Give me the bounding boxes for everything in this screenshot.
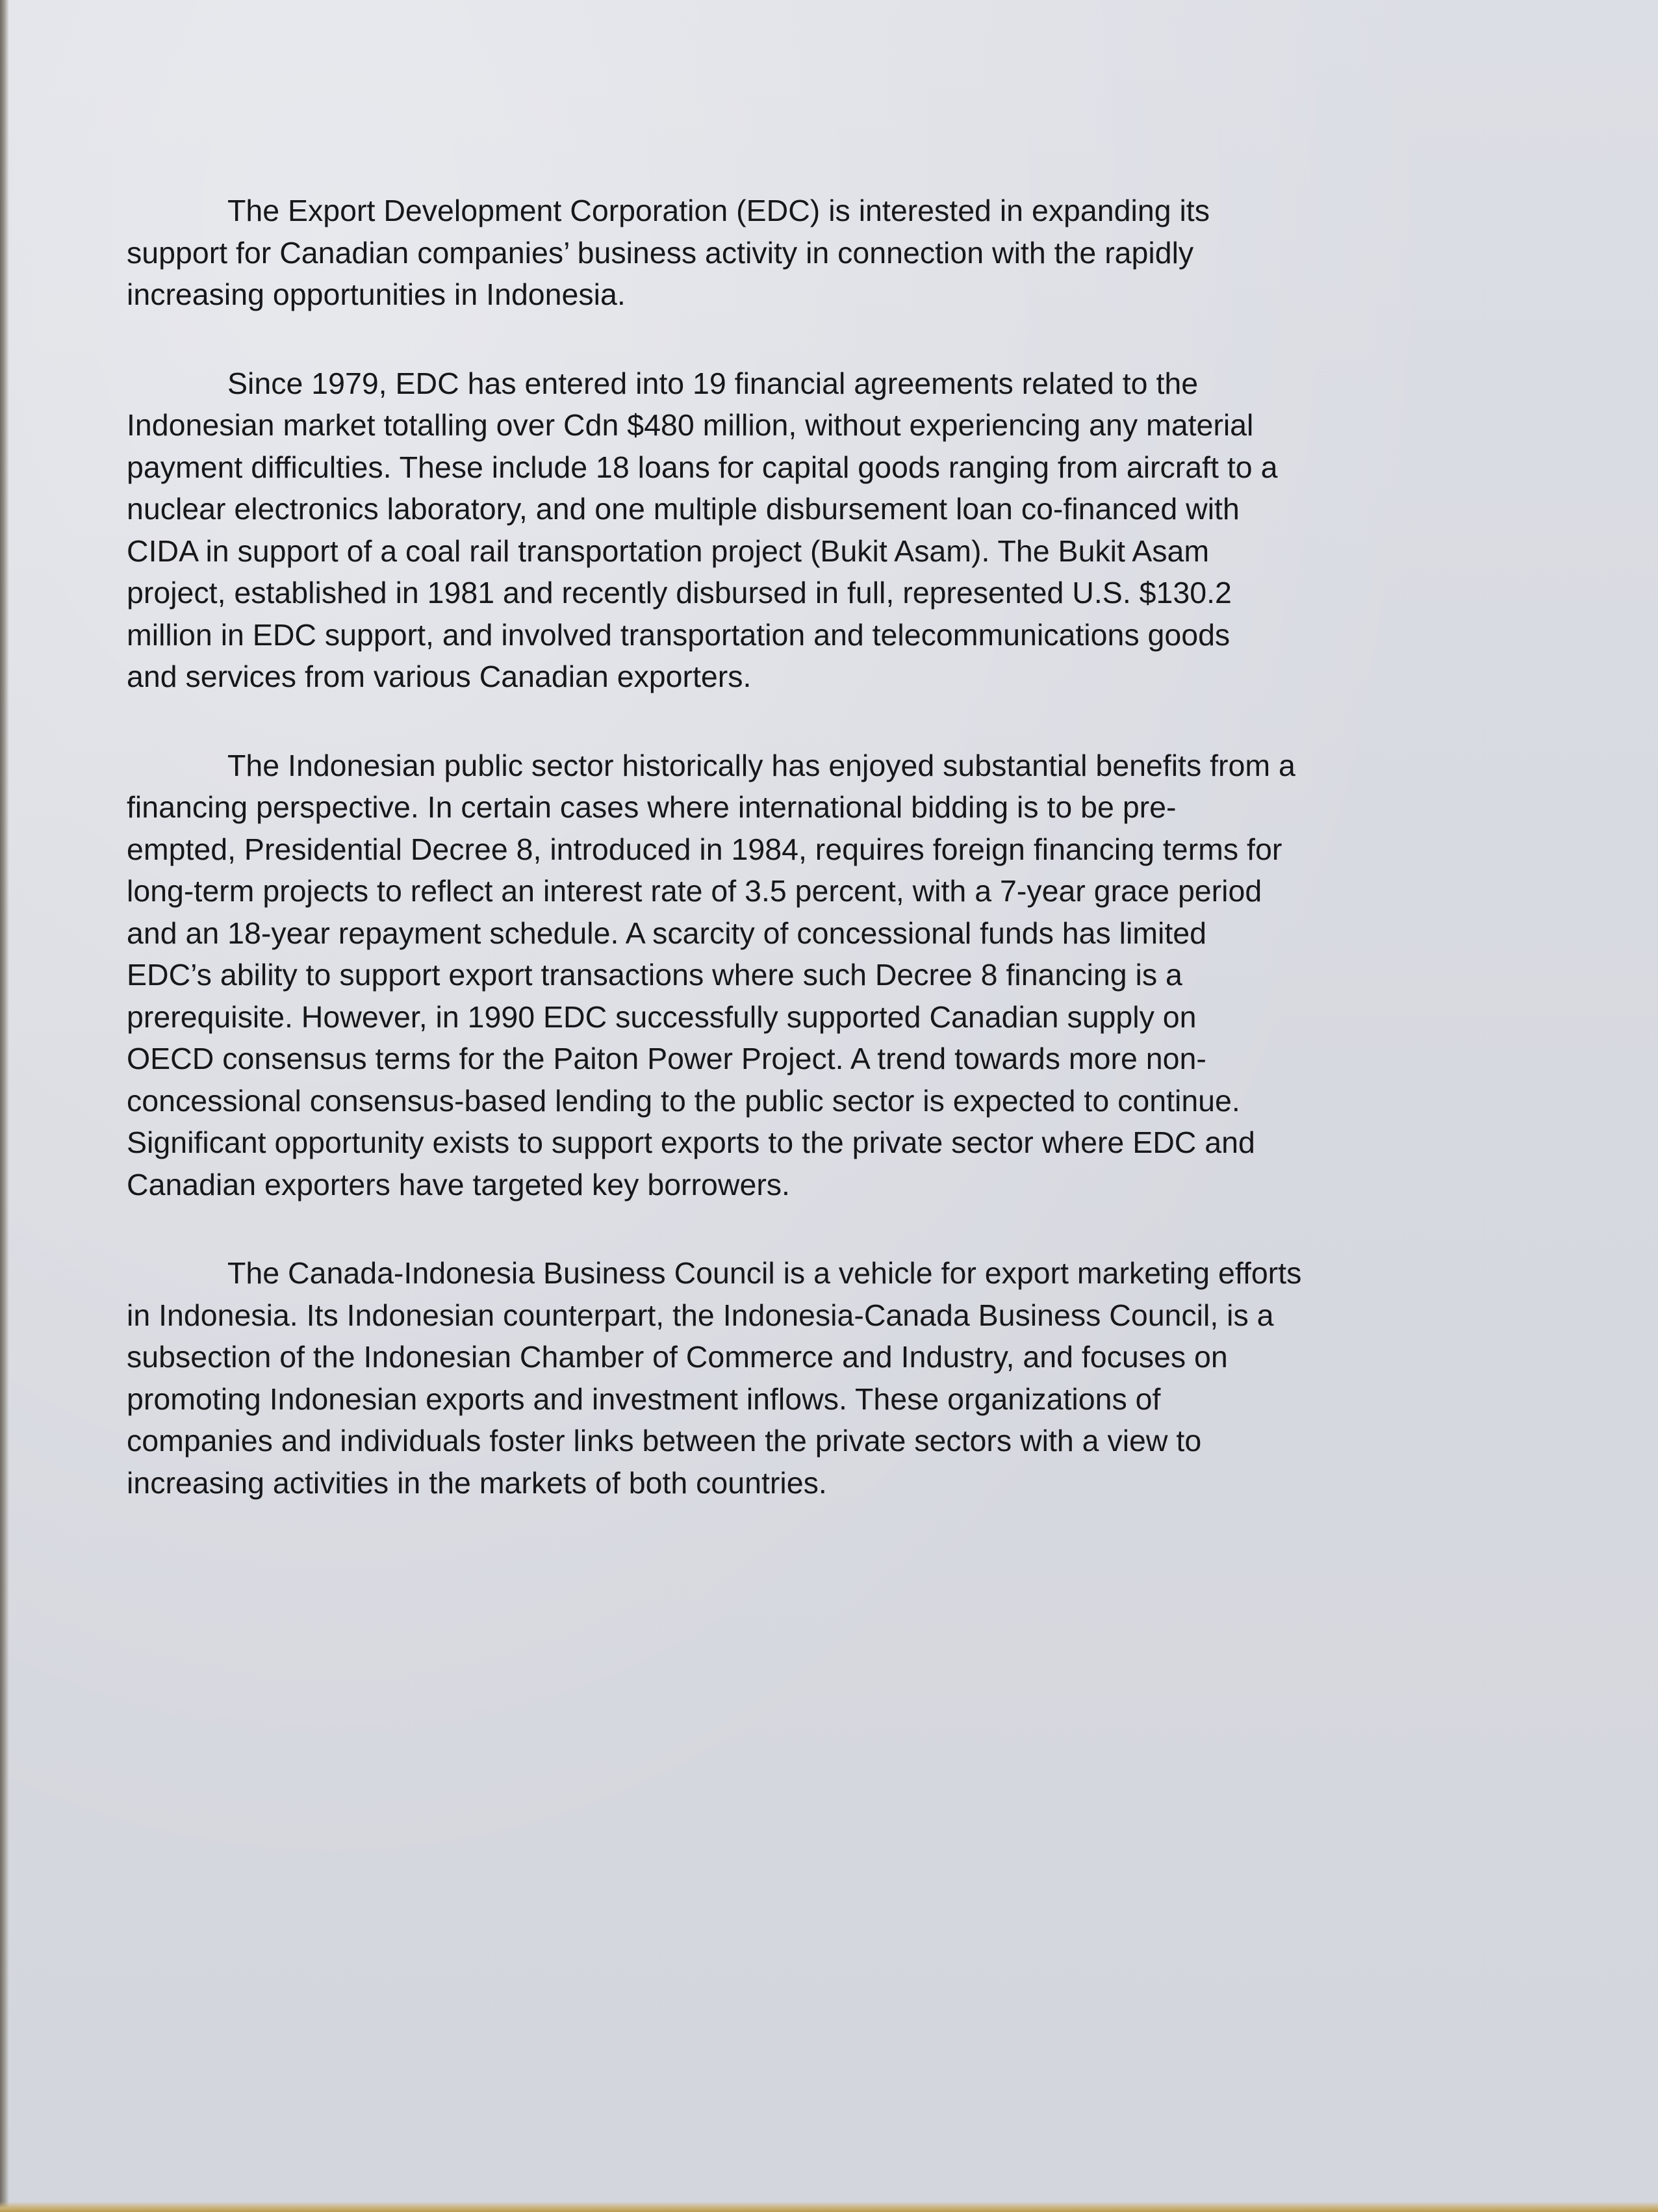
- paragraph-financial-agreements: Since 1979, EDC has entered into 19 financial agreements related to the Indonesian market totalling over Cdn $480 million, without experiencing any material payment difficulties. These include 18 loans for capital goods ranging from aircraft to a nuclear electronics laboratory, and one multiple disbursement loan co-financed with CIDA in support of a coal rail transportation project (Bukit Asam). The Bukit Asam project, established in 1981 and recently disbursed in full, represented U.S. $130.2 million in EDC support, and involved transportation and telecommunications goods and services from various Canadian exporters.: [127, 366, 1278, 693]
- body-text: [127, 190, 1485, 1504]
- paragraph-public-sector: The Indonesian public sector historically has enjoyed substantial benefits from a financing perspective. In certain cases where international bidding is to be pre- empted, Presidential Decree 8, introduced in 1984, requires foreign financing terms for long-term projects to reflect an interest rate of 3.5 percent, with a 7-year grace period and an 18-year repayment schedule. A scarcity of concessional funds has limited EDC’s ability to support export transactions where such Decree 8 financing is a prerequisite. However, in 1990 EDC successfully supported Canadian supply on OECD consensus terms for the Paiton Power Project. A trend towards more non- concessional consensus-based lending to the public sector is expected to continue. Significant opportunity exists to support exports to the private sector where EDC and Canadian exporters have targeted key borrowers.: [127, 748, 1295, 1202]
- paragraph-business-council: The Canada-Indonesia Business Council is a vehicle for export marketing efforts in Indonesia. Its Indonesian counterpart, the Indonesia-Canada Business Council, is a subsection of the Indonesian Chamber of Commerce and Industry, and focuses on promoting Indonesian exports and investment inflows. These organizations of companies and individuals foster links between the private sectors with a view to increasing activities in the markets of both countries.: [127, 1256, 1302, 1500]
- page-edge-shadow: [0, 0, 9, 2212]
- paragraph-edc-intro: The Export Development Corporation (EDC) is interested in expanding its support for Canadian companies’ business activity in connection with the rapidly increasing opportunities in Indonesia.: [127, 194, 1210, 311]
- page-bottom-edge: [0, 2202, 1658, 2212]
